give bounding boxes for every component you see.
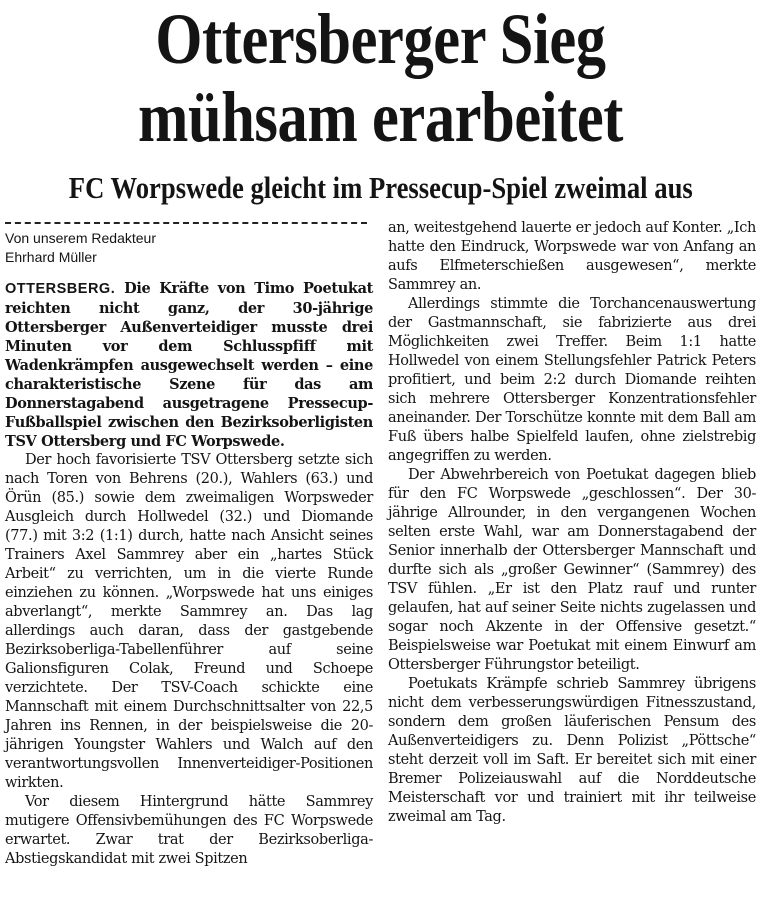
headline-line-1: Ottersberger Sieg	[155, 0, 606, 79]
body-paragraph: Poetukats Krämpfe schrieb Sammrey übrigens nicht dem verbesserungswürdigen Fitnesszustand, sondern dem großen läuferischen Pensum des Außenverteidigers zu. Denn Polizist „Pöttsche“ steht derzeit voll im Saft. Er bereitet sich mit einer Bremer Polizeiauswahl auf die Norddeutsche Meisterschaft vor und trainiert mit ihr teilweise zweimal am Tag.	[388, 676, 756, 825]
byline-line-1: Von unserem Redakteur	[5, 230, 156, 246]
headline	[0, 0, 761, 156]
subheadline	[0, 168, 761, 208]
body-paragraph: Der Abwehrbereich von Poetukat dagegen blieb für den FC Worpswede „geschlossen“. Der 30-jährige Allrounder, in den vergangenen Wochen selten erste Wahl, war am Donnerstagabend der Senior innerhalb der Ottersberger Mannschaft und durfte sich als „großer Gewinner“ (Sammrey) des TSV fühlen. „Er ist den Platz rauf und runter gelaufen, hat auf seiner Seite nichts zugelassen und sogar noch Akzente in der Offensive gesetzt.“ Beispielsweise war Poetukat mit einem Einwurf am Ottersberger Führungstor beteiligt.	[388, 467, 756, 673]
body-paragraph: Vor diesem Hintergrund hätte Sammrey mutigere Offensivbemühungen des FC Worpswede erwartet. Zwar trat der Bezirksoberliga-Abstiegskandidat mit zwei Spitzen	[5, 794, 373, 867]
subheadline-text: FC Worpswede gleicht im Pressecup-Spiel zweimal aus	[68, 170, 693, 205]
dateline: OTTERSBERG.	[5, 281, 116, 297]
article-column-right	[388, 219, 756, 827]
headline-line-2: mühsam erarbeitet	[138, 77, 623, 157]
byline-author: Ehrhard Müller	[5, 249, 97, 265]
body-paragraph: an, weitestgehend lauerte er jedoch auf Konter. „Ich hatte den Eindruck, Worpswede war von Anfang an aufs Elfmeterschießen ausgewesen“, merkte Sammrey an.	[388, 220, 756, 293]
byline-divider	[5, 222, 367, 224]
article-column-left	[5, 222, 373, 869]
body-paragraph: Der hoch favorisierte TSV Ottersberg setzte sich nach Toren von Behrens (20.), Wahlers (63.) und Örün (85.) sowie dem zweimaligen Worpsweder Ausgleich durch Hollwedel (32.) und Diomande (77.) mit 3:2 (1:1) durch, hatte nach Ansicht seines Trainers Axel Sammrey aber ein „hartes Stück Arbeit“ zu verrichten, um in die vierte Runde einziehen zu können. „Worpswede hat uns einiges abverlangt“, merkte Sammrey an. Das lag allerdings auch daran, dass der gastgebende Bezirksoberliga-Tabellenführer auf seine Galionsfiguren Colak, Freund und Schoepe verzichtete. Der TSV-Coach schickte eine Mannschaft mit einem Durchschnittsalter von 22,5 Jahren ins Rennen, in der beispielsweise die 20-jährigen Youngster Wahlers und Walch auf den verantwortungsvollen Innenverteidiger-Positionen wirkten.	[5, 452, 373, 791]
body-paragraph: Allerdings stimmte die Torchancenauswertung der Gastmannschaft, sie fabrizierte aus drei Möglichkeiten zwei Treffer. Beim 1:1 hatte Hollwedel von einem Stellungsfehler Patrick Peters profitiert, und beim 2:2 durch Diomande reihten sich mehrere Ottersberger Konzentrationsfehler aneinander. Der Torschütze konnte mit dem Ball am Fuß übers halbe Spielfeld laufen, ohne zielstrebig angegriffen zu werden.	[388, 296, 756, 464]
lead-paragraph	[5, 279, 373, 451]
lead-text: Die Kräfte von Timo Poetukat reichten nicht ganz, der 30-jährige Ottersberger Außenverteidiger musste drei Minuten vor dem Schlusspfiff mit Wadenkrämpfen ausgewechselt werden – eine charakteristische Szene für das am Donnerstagabend ausgetragene Pressecup-Fußballspiel zwischen den Bezirksoberligisten TSV Ottersberg und FC Worpswede.	[5, 280, 373, 450]
